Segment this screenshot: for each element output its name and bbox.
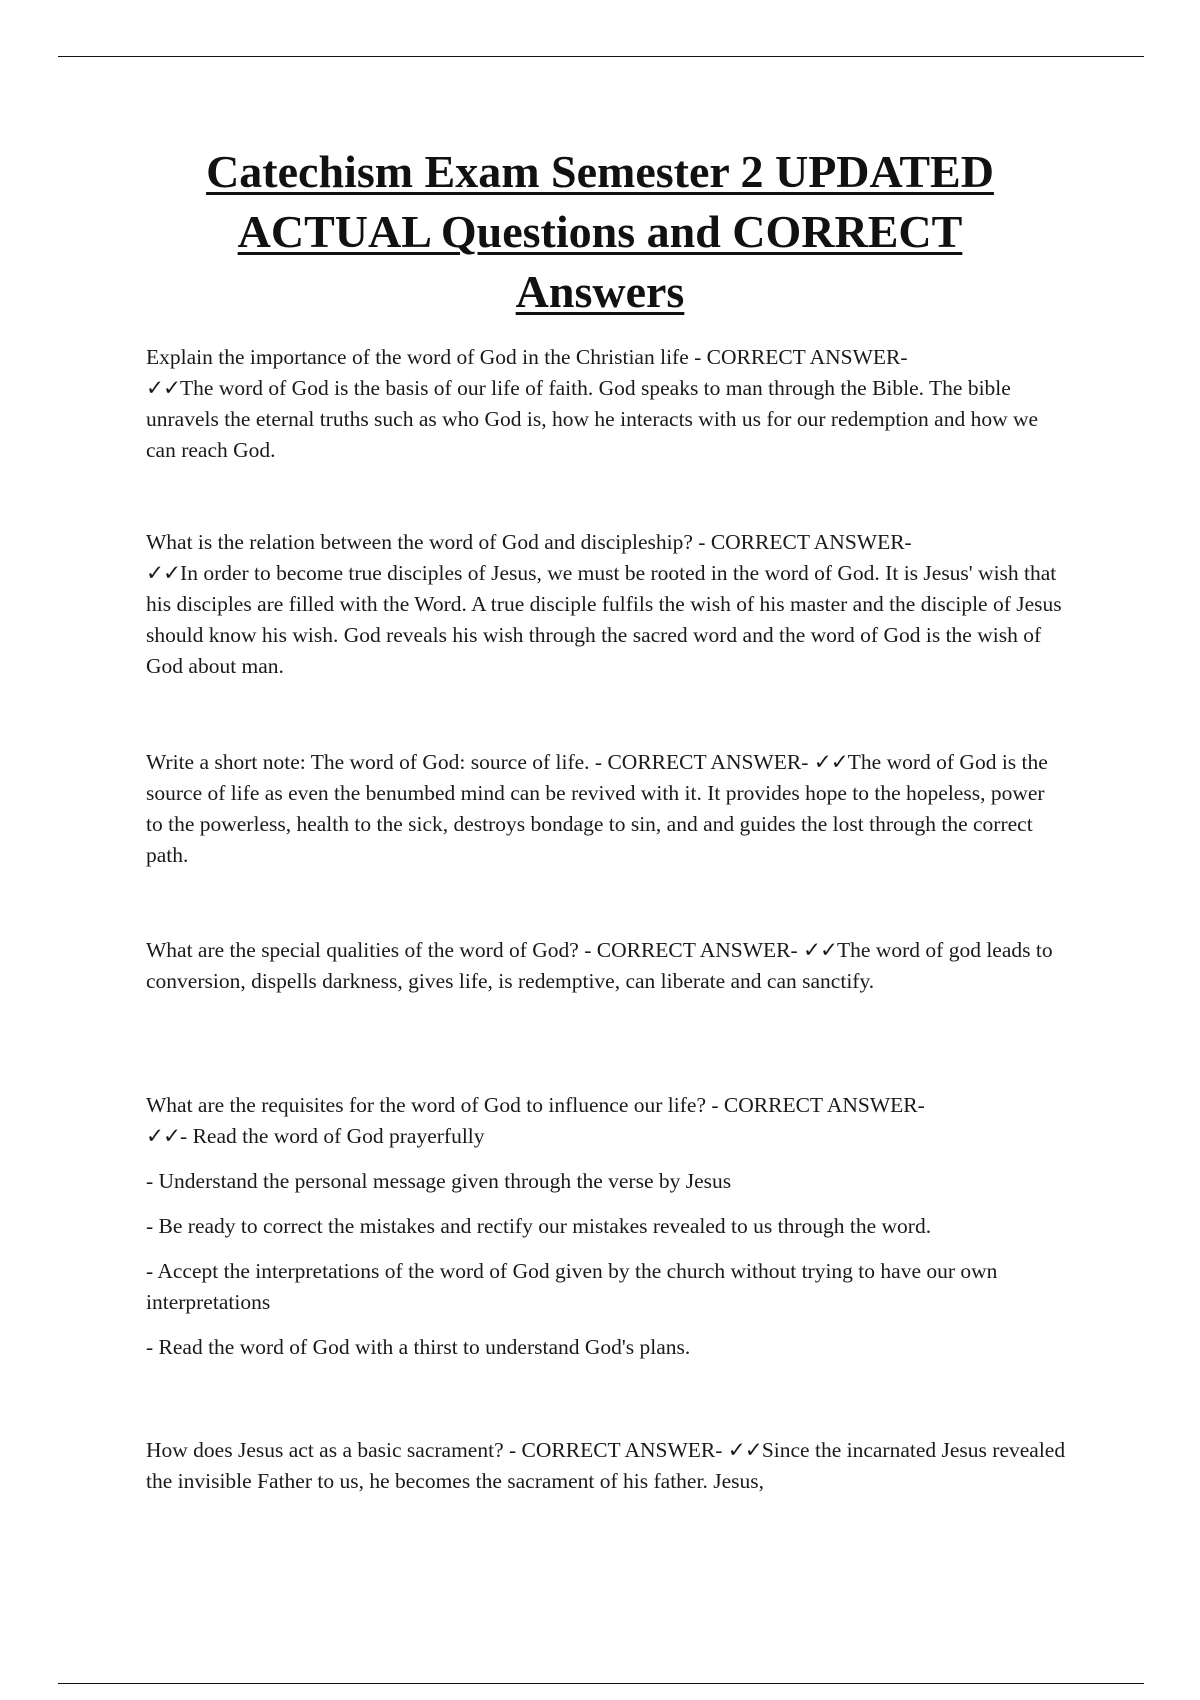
page-title [120, 142, 1080, 322]
double-check-icon: ✓✓ [727, 1438, 762, 1462]
list-item: - Be ready to correct the mistakes and rectify our mistakes revealed to us through the word. [146, 1214, 932, 1238]
qa-paragraph [146, 935, 1066, 997]
question-text: What is the relation between the word of God and discipleship? [146, 530, 693, 554]
double-check-icon: ✓✓ [813, 750, 848, 774]
answer-text: In order to become true disciples of Jesus, we must be rooted in the word of God. It is Jesus' wish that his disciples are filled with the Word. A true disciple fulfils the wish of his master and the disciple of Jesus should know his wish. God reveals his wish through the sacred word and the word of God is the wish of God about man. [146, 561, 1062, 678]
correct-answer-marker: - CORRECT ANSWER- [694, 345, 908, 369]
question-text: How does Jesus act as a basic sacrament? [146, 1438, 504, 1462]
answer-text: - Read the word of God prayerfully [180, 1124, 485, 1148]
answer-text: Since the incarnated Jesus revealed the invisible Father to us, he becomes the sacrament of his father. Jesus, [146, 1438, 1066, 1493]
correct-answer-marker: - CORRECT ANSWER- [698, 530, 912, 554]
qa-paragraph [146, 342, 1066, 466]
correct-answer-marker: - CORRECT ANSWER- [508, 1438, 723, 1462]
qa-paragraph [146, 527, 1066, 682]
top-rule [58, 56, 1144, 57]
qa-paragraph [146, 1090, 1066, 1152]
correct-answer-marker: - CORRECT ANSWER- [584, 938, 798, 962]
question-text: Explain the importance of the word of God in the Christian life [146, 345, 689, 369]
title-line-3: Answers [515, 266, 685, 317]
question-text: What are the special qualities of the word of God? [146, 938, 579, 962]
double-check-icon: ✓✓ [803, 938, 838, 962]
answer-text: The word of God is the source of life as even the benumbed mind can be revived with it. It provides hope to the hopeless, power to the powerless, health to the sick, destroys bondage to sin, and and guides the lost through the correct path. [146, 750, 1048, 867]
bottom-rule [58, 1683, 1144, 1684]
qa-block-1 [146, 342, 1066, 466]
title-line-1: Catechism Exam Semester 2 UPDATED [206, 146, 994, 197]
qa-block-5 [146, 1090, 1066, 1363]
answer-text: The word of god leads to conversion, dispells darkness, gives life, is redemptive, can liberate and can sanctify. [146, 938, 1053, 993]
question-text: Write a short note: The word of God: source of life. [146, 750, 590, 774]
question-text: What are the requisites for the word of God to influence our life? [146, 1093, 706, 1117]
qa-block-2 [146, 527, 1066, 682]
double-check-icon: ✓✓ [146, 561, 181, 585]
correct-answer-marker: - CORRECT ANSWER- [594, 750, 809, 774]
title-line-2: ACTUAL Questions and CORRECT [237, 206, 963, 257]
list-item: - Understand the personal message given through the verse by Jesus [146, 1169, 732, 1193]
qa-paragraph [146, 1435, 1066, 1497]
answer-text: The word of God is the basis of our life of faith. God speaks to man through the Bible. The bible unravels the eternal truths such as who God is, how he interacts with us for our redemption and how we can reach God. [146, 376, 1039, 462]
double-check-icon: ✓✓ [146, 1124, 181, 1148]
qa-block-3 [146, 747, 1066, 871]
list-item: - Accept the interpretations of the word of God given by the church without trying to have our own interpretations [146, 1259, 998, 1314]
double-check-icon: ✓✓ [146, 376, 181, 400]
qa-block-4 [146, 935, 1066, 997]
qa-block-6 [146, 1435, 1066, 1497]
qa-paragraph [146, 747, 1066, 871]
correct-answer-marker: - CORRECT ANSWER- [711, 1093, 925, 1117]
list-item: - Read the word of God with a thirst to understand God's plans. [146, 1335, 691, 1359]
